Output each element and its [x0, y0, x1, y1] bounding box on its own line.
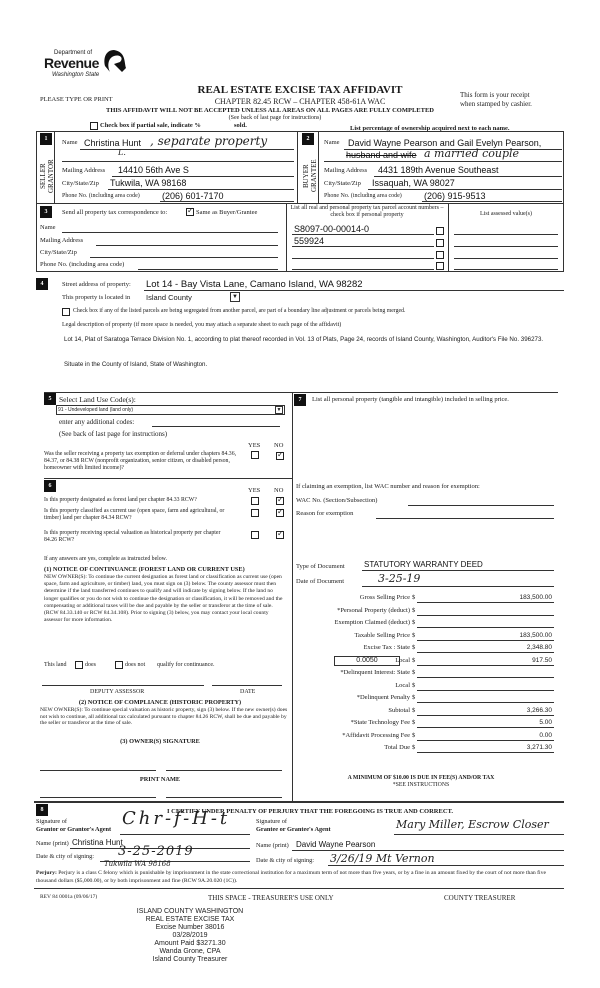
fee-row: [296, 682, 556, 694]
section-6-badge: 6: [44, 480, 56, 492]
legal-description[interactable]: Lot 14, Plat of Saratoga Terrace Division No. 1, according to plat thereof recorded in Vol. 13 of Plats, Page 24, records of Island County, Washington, Auditor's File No. 396273.: [64, 336, 544, 343]
fee-row: [296, 732, 556, 744]
wac-number-field[interactable]: [408, 505, 554, 506]
fee-label: Local: [395, 656, 410, 664]
grantor-sig-label-1: Signature of: [36, 818, 67, 825]
grantee-date-label: Date & city of signing:: [256, 857, 315, 864]
fee-row: [296, 594, 556, 606]
fee-label: *Delinquent Interest: State: [340, 669, 410, 676]
receipt-note-1: This form is your receipt: [460, 91, 530, 99]
additional-codes-field[interactable]: [152, 426, 280, 427]
notice-compliance-text: NEW OWNER(S): To continue special valuation as historic property, sign (3) below. If the new owner(s) does not wish to continue, all additional tax calculated pursuant to chapter 84.26 RCW, shall be due and payable by the seller or transferor at the time of sale.: [40, 707, 288, 726]
notice-continuance-text: NEW OWNER(S): To continue the current designation as forest land or classification as current use (open space, farm and agriculture, or timber) land, you must sign on (3) below. The county assessor must then determine if the land transferred continues to qualify and will indicate by signing below. If the land no longer qualifies or you do not wish to continue the designation or classification, it will be removed and the compensating or additional taxes will be due and payable by the seller or transferor at the time of sale. (RCW 84.33.140 or RCW 84.34.108). Prior to signing (3) below, you may contact your local county assessor for more information.: [44, 574, 283, 624]
exemption-yes-checkbox[interactable]: [251, 451, 259, 459]
currency-sign: $: [412, 694, 416, 701]
fee-value[interactable]: 183,500.00: [519, 594, 552, 601]
buyer-city[interactable]: Issaquah, WA 98027: [372, 178, 455, 188]
buyer-phone-label: Phone No. (including area code): [324, 193, 402, 199]
partial-sale-checkbox[interactable]: [90, 122, 98, 130]
forest-yes-checkbox[interactable]: [251, 497, 259, 505]
logo-name: Revenue: [44, 55, 99, 71]
same-as-buyer-checkbox[interactable]: [186, 208, 194, 216]
assessed-value-1[interactable]: [454, 234, 558, 235]
please-type: PLEASE TYPE OR PRINT: [40, 96, 113, 103]
partial-sale-label: Check box if partial sale, indicate %: [100, 122, 201, 129]
grantor-date-label: Date & city of signing:: [36, 853, 95, 860]
fee-row: [296, 632, 556, 644]
seller-name-handwritten: , separate property: [150, 134, 268, 148]
currency-sign: $: [412, 719, 416, 726]
section-7-badge: 7: [294, 394, 306, 406]
stamp-line: 03/28/2019: [172, 932, 208, 939]
parcel-number-1[interactable]: S8097-00-00014-0: [294, 224, 370, 234]
land-use-selected: 91 - Undeveloped land (land only): [58, 407, 134, 413]
currency-sign: $: [412, 619, 416, 626]
fee-row: [296, 619, 556, 631]
current-use-no-checkbox[interactable]: [276, 509, 284, 517]
dropdown-arrow-icon: ▼: [232, 294, 238, 300]
acceptance-warning: THIS AFFIDAVIT WILL NOT BE ACCEPTED UNLESS ALL AREAS ON ALL PAGES ARE FULLY COMPLETED: [106, 107, 434, 114]
buyer-struck-text: husband and wife: [346, 150, 417, 160]
street-address-label: Street address of property:: [62, 281, 131, 288]
fee-row-total: [296, 744, 556, 756]
historic-question: Is this property receiving special valuation as historical property per chapter 84.26 RCW?: [44, 530, 221, 543]
segregated-label: Check box if any of the listed parcels are being segregated from another parcel, are part of a boundary line adjustment or parcels being merged.: [73, 308, 406, 314]
corr-city-label: City/State/Zip: [40, 249, 77, 256]
section-4-badge: 4: [36, 278, 48, 290]
fee-row: [296, 694, 556, 706]
grantor-sig-label-2: Grantor or Grantor's Agent: [36, 826, 112, 833]
form-chapter: CHAPTER 82.45 RCW – CHAPTER 458-61A WAC: [214, 97, 386, 106]
logo-dept: Department of: [54, 50, 93, 56]
currency-sign: $: [412, 731, 416, 739]
deputy-assessor-label: DEPUTY ASSESSOR: [90, 689, 145, 695]
fee-value[interactable]: 917.50: [532, 656, 552, 664]
fee-label: *Personal Property (deduct): [337, 606, 410, 614]
fee-label: Subtotal: [388, 706, 410, 714]
fee-row: [296, 669, 556, 681]
owner-signature-field-1[interactable]: [40, 770, 156, 771]
buyer-grantee-label: BUYER GRANTEE: [302, 159, 318, 193]
exemption-reason-field[interactable]: [376, 518, 554, 519]
section-2-badge: 2: [302, 133, 314, 145]
currency-sign: $: [412, 606, 416, 614]
parcel-header: List all real and personal property tax parcel account numbers – check box if personal property: [290, 205, 444, 218]
ownership-note: List percentage of ownership acquired next to each name.: [350, 125, 510, 132]
see-instructions-note: *SEE INSTRUCTIONS: [392, 782, 450, 788]
dor-logo: [44, 50, 114, 85]
treasurer-use-label: THIS SPACE - TREASURER'S USE ONLY: [208, 894, 334, 902]
currency-sign: $: [412, 669, 416, 676]
grantee-date[interactable]: 3/26/19 Mt Vernon: [330, 852, 435, 865]
located-in-label: This property is located in: [62, 294, 131, 301]
parcel-3-personal-checkbox[interactable]: [436, 251, 444, 259]
perjury-label: Perjury:: [36, 870, 57, 876]
grantee-signature[interactable]: Mary Miller, Escrow Closer: [396, 818, 549, 831]
fee-value[interactable]: 183,500.00: [519, 631, 552, 639]
exemption-question: Was the seller receiving a property tax exemption or deferral under chapters 84.36, 84.37, or 84.38 RCW (nonprofit organization, senior citizen, or disabled person, homeowner with limited income)?: [44, 451, 237, 471]
stamp-line: Excise Number 38016: [155, 924, 225, 931]
fee-value[interactable]: 2,348.80: [526, 644, 552, 651]
does-not-qualify-checkbox[interactable]: [115, 661, 123, 669]
logo-state: Washington State: [52, 72, 100, 78]
fee-label: *Delinquent Penalty: [356, 694, 410, 701]
doc-date-label: Date of Document: [296, 578, 345, 585]
personal-property-label: List all personal property (tangible and intangible) included in selling price.: [312, 396, 509, 403]
currency-sign: $: [412, 706, 416, 714]
same-as-buyer-label: Same as Buyer/Grantee: [196, 209, 258, 216]
county-treasurer-label: COUNTY TREASURER: [444, 894, 516, 902]
send-correspondence-label: Send all property tax correspondence to:: [62, 209, 168, 216]
currency-sign: $: [412, 656, 416, 664]
forest-land-question: Is this property designated as forest land per chapter 84.33 RCW?: [44, 497, 197, 503]
certify-statement: I CERTIFY UNDER PENALTY OF PERJURY THAT THE FOREGOING IS TRUE AND CORRECT.: [166, 808, 453, 815]
fee-row: [296, 607, 556, 619]
does-qualify-checkbox[interactable]: [75, 661, 83, 669]
fee-row: [296, 719, 556, 731]
seller-city[interactable]: Tukwila, WA 98168: [110, 178, 187, 188]
corr-phone-field[interactable]: [138, 269, 278, 270]
parcel-number-3[interactable]: [292, 258, 434, 259]
print-name-field-2[interactable]: [166, 797, 282, 798]
fee-label: Local: [395, 681, 410, 689]
corr-name-field[interactable]: [62, 232, 278, 233]
exemption-claim-label: If claiming an exemption, list WAC number and reason for exemption:: [296, 483, 480, 490]
land-use-see-back: (See back of last page for instructions): [59, 430, 168, 438]
section-1-badge: 1: [40, 133, 52, 145]
fee-label: Taxable Selling Price: [354, 631, 410, 639]
land-use-select[interactable]: [56, 405, 285, 415]
deputy-assessor-sig[interactable]: [42, 685, 204, 686]
assessed-value-4[interactable]: [454, 269, 558, 270]
fee-label: *Affidavit Processing Fee: [342, 731, 410, 739]
assessed-value-3[interactable]: [454, 258, 558, 259]
print-name-field-1[interactable]: [40, 797, 156, 798]
stamp-line: Island County Treasurer: [152, 956, 228, 963]
parcel-1-personal-checkbox[interactable]: [436, 227, 444, 235]
sold-label: sold.: [234, 122, 247, 129]
receipt-note-2: when stamped by cashier.: [460, 100, 532, 108]
buyer-phone[interactable]: (206) 915-9513: [424, 191, 486, 201]
seller-mailing-label: Mailing Address: [62, 167, 106, 174]
corr-mailing-label: Mailing Address: [40, 237, 84, 244]
owner-signature-label: (3) OWNER(S) SIGNATURE: [120, 738, 200, 745]
parcel-4-personal-checkbox[interactable]: [436, 262, 444, 270]
grantor-name[interactable]: Christina Hunt: [72, 838, 123, 847]
fee-label: Exemption Claimed (deduct): [334, 619, 410, 626]
form-title: REAL ESTATE EXCISE TAX AFFIDAVIT: [197, 84, 403, 96]
fee-row: [296, 657, 556, 669]
currency-sign: $: [412, 681, 416, 689]
grantor-name-label: Name (print): [36, 840, 69, 847]
segregated-checkbox[interactable]: [62, 308, 70, 316]
currency-sign: $: [412, 631, 416, 639]
seller-phone-label: Phone No. (including area code): [62, 193, 140, 199]
grantor-date[interactable]: 3-25-2019: [118, 844, 194, 859]
stamp-line: Amount Paid $3271.30: [154, 940, 226, 947]
perjury-notice: [36, 870, 564, 885]
if-yes-instruction: If any answers are yes, complete as instructed below.: [44, 556, 167, 562]
currency-sign: $: [412, 644, 416, 651]
legal-description-label: Legal description of property (if more space is needed, you may attach a separate sheet to each page of the affidavit): [62, 322, 342, 328]
minimum-due-note: A MINIMUM OF $10.00 IS DUE IN FEE(S) AND/OR TAX: [347, 775, 495, 781]
buyer-name-handwritten: a married couple: [424, 147, 520, 160]
notice-continuance-title: (1) NOTICE OF CONTINUANCE (FOREST LAND OR CURRENT USE): [44, 566, 245, 573]
local-rate-box[interactable]: 0.0050: [334, 656, 400, 666]
assessed-header: List assessed value(s): [480, 211, 532, 217]
doc-date-value[interactable]: 3-25-19: [378, 572, 421, 585]
current-use-yes-checkbox[interactable]: [251, 509, 259, 517]
parcel-2-personal-checkbox[interactable]: [436, 239, 444, 247]
fee-label: Total Due: [384, 744, 410, 751]
street-address[interactable]: Lot 14 - Bay Vista Lane, Camano Island, WA 98282: [146, 279, 363, 290]
grantee-sig-label-1: Signature of: [256, 818, 287, 825]
seller-grantor-label: SELLER GRANTOR: [39, 159, 55, 193]
corr-phone-label: Phone No. (including area code): [40, 261, 125, 268]
revenue-logo-icon: [102, 48, 126, 74]
treasurer-stamp: [130, 908, 250, 964]
stamp-line: ISLAND COUNTY WASHINGTON: [136, 908, 244, 915]
seller-name[interactable]: Christina Hunt: [84, 138, 142, 148]
stamp-line: REAL ESTATE EXCISE TAX: [145, 916, 235, 923]
qualify-label: qualify for continuance.: [157, 662, 215, 668]
this-land-label: This land: [44, 662, 67, 668]
fee-value[interactable]: 0.00: [539, 731, 552, 739]
form-revision: REV 84 0001a (09/06/17): [40, 894, 98, 900]
grantor-signature[interactable]: Chr-f-H-t: [122, 808, 231, 829]
fee-label: Gross Selling Price: [359, 594, 410, 601]
historic-no-checkbox[interactable]: [276, 531, 284, 539]
s6-yes-header: YES: [248, 487, 261, 494]
stamp-line: Wanda Grone, CPA: [159, 948, 221, 955]
perjury-text: Perjury is a class C felony which is punishable by imprisonment in the state correctional institution for a maximum term of not more than five years, or by a fine in an amount fixed by the court of not more than five thousand dollars ($5,000.00), or by both imprisonment and fine (RCW 9A.20.020 (1C)).: [36, 870, 547, 884]
fee-value[interactable]: 3,266.30: [526, 706, 552, 714]
buyer-name-label: Name: [324, 139, 340, 146]
seller-name-label: Name: [62, 139, 78, 146]
current-use-question: Is this property classified as current use (open space, farm and agricultural, or timber) land per chapter 84.34 RCW?: [44, 508, 225, 521]
corr-city-field[interactable]: [90, 257, 278, 258]
historic-yes-checkbox[interactable]: [251, 531, 259, 539]
forest-no-checkbox[interactable]: [276, 497, 284, 505]
land-use-label: Select Land Use Code(s):: [59, 395, 136, 404]
county-dropdown-button[interactable]: [230, 292, 240, 302]
fee-value[interactable]: 3,271.30: [526, 744, 552, 751]
assessed-value-2[interactable]: [454, 246, 558, 247]
doc-type-value[interactable]: STATUTORY WARRANTY DEED: [364, 560, 483, 569]
parcel-number-4[interactable]: [292, 269, 434, 270]
s5-no-header: NO: [274, 442, 284, 449]
exemption-no-checkbox[interactable]: [276, 452, 284, 460]
s6-no-header: NO: [274, 487, 284, 494]
does-not-label: does not: [125, 662, 146, 668]
see-back-note: (See back of last page for instructions): [228, 115, 322, 121]
buyer-city-label: City/State/Zip: [324, 180, 361, 187]
exemption-reason-label: Reason for exemption: [296, 510, 354, 517]
seller-phone[interactable]: (206) 601-7170: [162, 191, 224, 201]
currency-sign: $: [412, 744, 416, 751]
does-label: does: [85, 662, 96, 668]
parcel-number-2[interactable]: 559924: [294, 236, 325, 246]
print-name-label: PRINT NAME: [139, 776, 181, 783]
fee-label: *State Technology Fee: [350, 719, 410, 726]
doc-type-label: Type of Document: [296, 563, 345, 570]
corr-name-label: Name: [40, 224, 56, 231]
section-3-badge: 3: [40, 206, 52, 218]
section-8-badge: 8: [36, 804, 48, 816]
notice-compliance-title: (2) NOTICE OF COMPLIANCE (HISTORIC PROPERTY): [78, 699, 242, 706]
county-select-value[interactable]: Island County: [146, 293, 192, 302]
fee-label: Excise Tax : State: [363, 644, 410, 651]
additional-codes-label: enter any additional codes:: [59, 418, 135, 426]
deputy-date-field[interactable]: [212, 685, 282, 686]
buyer-name[interactable]: David Wayne Pearson and Gail Evelyn Pearson,: [348, 138, 542, 148]
grantee-name[interactable]: David Wayne Pearson: [296, 840, 376, 849]
seller-city-label: City/State/Zip: [62, 180, 99, 187]
dropdown-arrow-icon: ▼: [276, 408, 282, 413]
fee-value[interactable]: 5.00: [539, 719, 552, 726]
deputy-date-label: DATE: [240, 689, 256, 695]
currency-sign: $: [412, 594, 416, 601]
grantee-name-label: Name (print): [256, 842, 289, 849]
owner-signature-field-2[interactable]: [166, 770, 282, 771]
wac-number-label: WAC No. (Section/Subsection): [296, 497, 378, 504]
seller-mailing[interactable]: 14410 56th Ave S: [118, 165, 189, 175]
situate-text: Situate in the County of Island, State of Washington.: [64, 361, 208, 368]
buyer-mailing-label: Mailing Address: [324, 167, 368, 174]
corr-mailing-field[interactable]: [96, 245, 278, 246]
section-5-badge: 5: [44, 393, 56, 405]
grantee-sig-label-2: Grantee or Grantee's Agent: [256, 826, 331, 833]
grantor-city[interactable]: Tukwila WA 98168: [104, 860, 171, 868]
s5-yes-header: YES: [248, 442, 261, 449]
fee-row: [296, 644, 556, 656]
fee-row: [296, 707, 556, 719]
buyer-mailing[interactable]: 4431 189th Avenue Southeast: [378, 165, 499, 175]
seller-initial: L.: [118, 148, 126, 157]
